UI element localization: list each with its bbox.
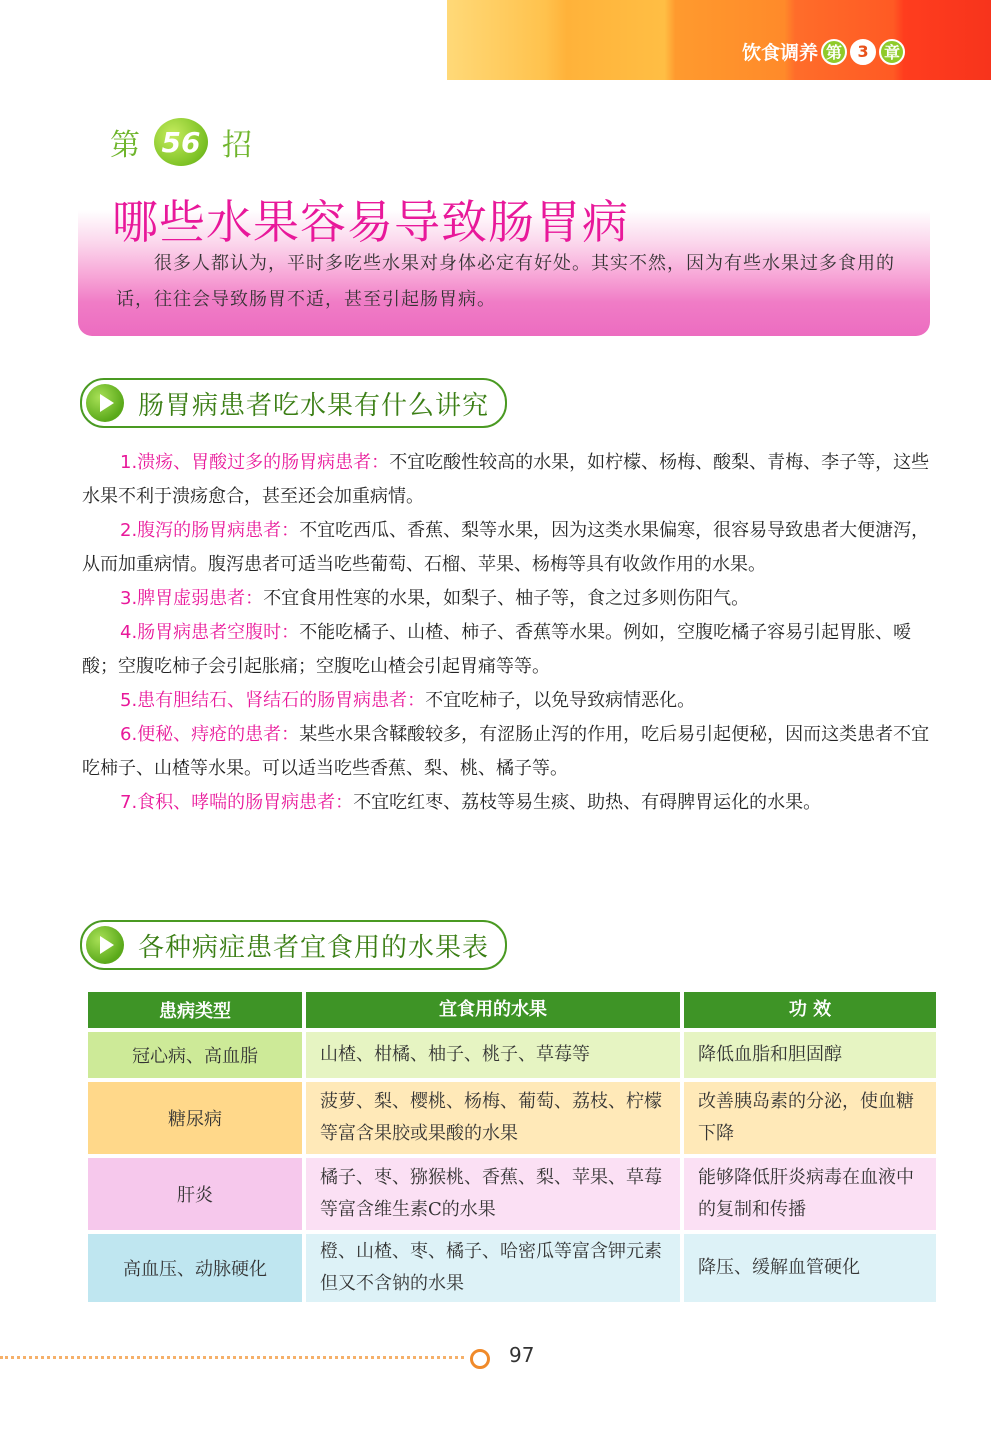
table-cell: 橙、山楂、枣、橘子、哈密瓜等富含钾元素但又不含钠的水果	[306, 1234, 680, 1302]
table-header-cell: 宜食用的水果	[306, 992, 680, 1028]
chapter-label	[742, 38, 905, 65]
table-row	[88, 1158, 936, 1230]
section-heading-2-label: 各种病症患者宜食用的水果表	[138, 932, 490, 963]
section-heading-1-label: 肠胃病患者吃水果有什么讲究	[138, 390, 490, 421]
advice-item: 6.便秘、痔疮的患者：某些水果含鞣酸较多，有涩肠止泻的作用，吃后易引起便秘，因而这类患者不宜吃柿子、山楂等水果。可以适当吃些香蕉、梨、桃、橘子等。	[82, 724, 930, 779]
advice-item: 5.患有胆结石、肾结石的肠胃病患者：不宜吃柿子，以免导致病情恶化。	[120, 690, 696, 711]
intro-paragraph: 很多人都认为，平时多吃些水果对身体必定有好处。其实不然，因为有些水果过多食用的话，往往会导致肠胃不适，甚至引起肠胃病。	[116, 253, 895, 310]
table-cell: 橘子、枣、猕猴桃、香蕉、梨、苹果、草莓等富含维生素C的水果	[306, 1158, 680, 1230]
chapter-text: 饮食调养	[742, 42, 819, 64]
table-header-cell: 功 效	[684, 992, 936, 1028]
tip-number-row	[110, 118, 252, 166]
table-cell: 降压、缓解血管硬化	[684, 1234, 936, 1302]
table-cell: 冠心病、高血脂	[88, 1032, 302, 1078]
page-marker-icon	[470, 1349, 490, 1369]
table-cell: 降低血脂和胆固醇	[684, 1032, 936, 1078]
table-cell: 高血压、动脉硬化	[88, 1234, 302, 1302]
table-header-row	[88, 992, 936, 1028]
chapter-circle-1: 第	[821, 39, 847, 65]
table-cell: 改善胰岛素的分泌，使血糖下降	[684, 1082, 936, 1154]
section-heading-1	[80, 378, 507, 428]
table-cell: 能够降低肝炎病毒在血液中的复制和传播	[684, 1158, 936, 1230]
tip-suffix: 招	[222, 128, 252, 163]
play-icon	[86, 384, 124, 422]
table-row	[88, 1082, 936, 1154]
advice-list	[82, 446, 938, 820]
fruit-table	[88, 992, 936, 1306]
advice-item: 4.肠胃病患者空腹时：不能吃橘子、山楂、柿子、香蕉等水果。例如，空腹吃橘子容易引起胃胀、嗳酸；空腹吃柿子会引起胀痛；空腹吃山楂会引起胃痛等等。	[82, 622, 912, 677]
chapter-circle-3: 章	[879, 39, 905, 65]
chapter-circle-2: 3	[850, 39, 876, 65]
page-number: 97	[509, 1343, 535, 1367]
advice-item: 2.腹泻的肠胃病患者：不宜吃西瓜、香蕉、梨等水果，因为这类水果偏寒，很容易导致患者大便溏泻，从而加重病情。腹泻患者可适当吃些葡萄、石榴、苹果、杨梅等具有收敛作用的水果。	[82, 520, 930, 575]
advice-item: 1.溃疡、胃酸过多的肠胃病患者：不宜吃酸性较高的水果，如柠檬、杨梅、酸梨、青梅、李子等，这些水果不利于溃疡愈合，甚至还会加重病情。	[82, 452, 930, 507]
play-icon	[86, 926, 124, 964]
footer-dotted-line	[0, 1356, 464, 1359]
page-title: 哪些水果容易导致肠胃病	[112, 195, 629, 249]
table-cell: 肝炎	[88, 1158, 302, 1230]
section-heading-2	[80, 920, 507, 970]
table-cell: 山楂、柑橘、柚子、桃子、草莓等	[306, 1032, 680, 1078]
advice-item: 7.食积、哮喘的肠胃病患者：不宜吃红枣、荔枝等易生痰、助热、有碍脾胃运化的水果。	[120, 792, 822, 813]
table-header-cell: 患病类型	[88, 992, 302, 1028]
tip-number-badge: 56	[154, 118, 208, 166]
table-cell: 糖尿病	[88, 1082, 302, 1154]
table-cell: 菠萝、梨、樱桃、杨梅、葡萄、荔枝、柠檬等富含果胶或果酸的水果	[306, 1082, 680, 1154]
chapter-color-band	[447, 0, 991, 80]
tip-prefix: 第	[110, 128, 140, 163]
table-row	[88, 1234, 936, 1302]
advice-item: 3.脾胃虚弱患者：不宜食用性寒的水果，如梨子、柚子等，食之过多则伤阳气。	[120, 588, 750, 609]
table-row	[88, 1032, 936, 1078]
